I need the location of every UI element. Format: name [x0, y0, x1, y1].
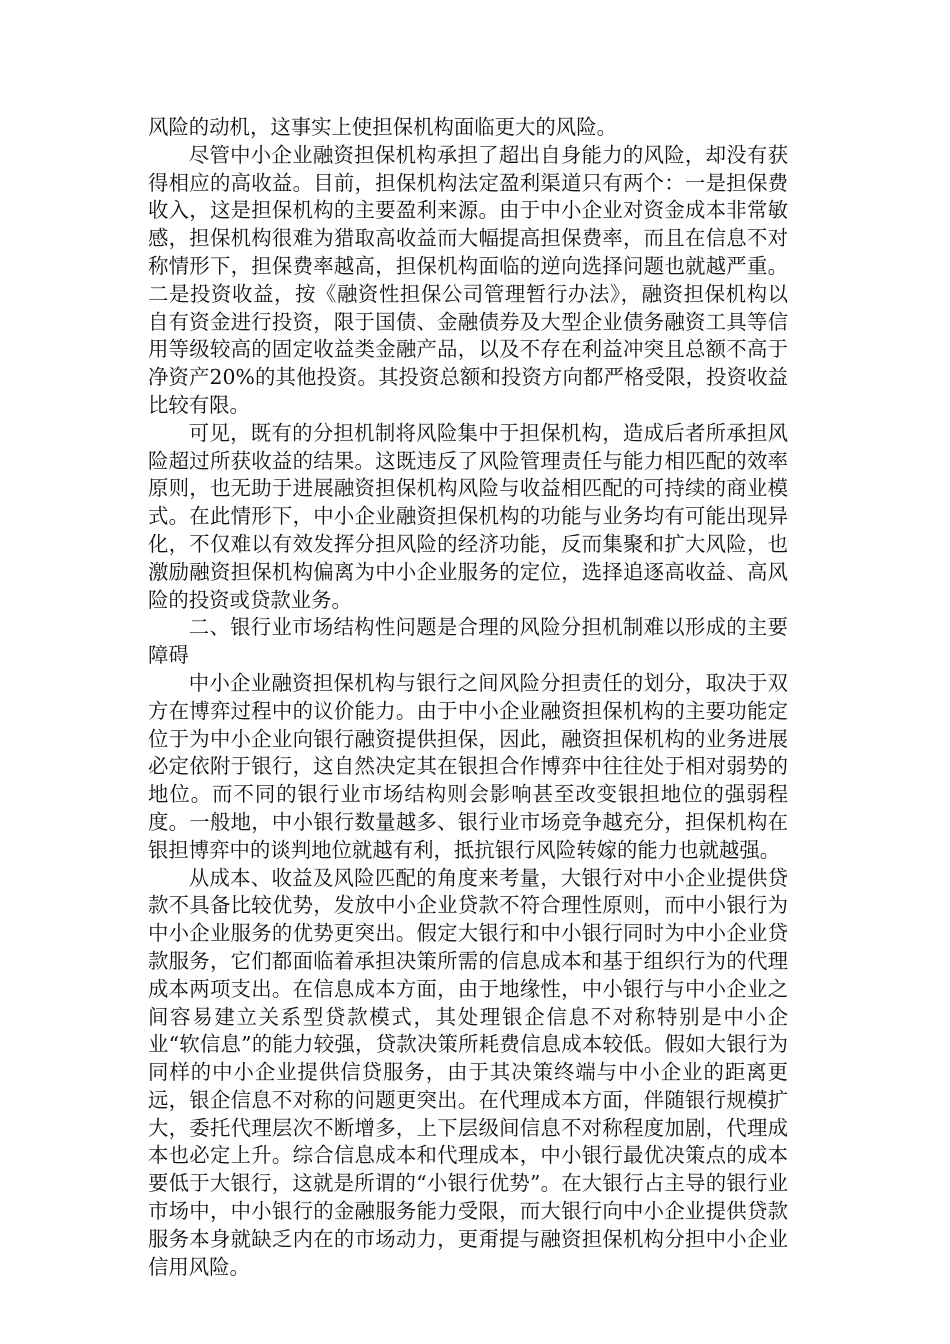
- paragraph-continuation: 风险的动机，这事实上使担保机构面临更大的风险。: [148, 115, 617, 139]
- paragraph-bargaining-power: 中小企业融资担保机构与银行之间风险分担责任的划分，取决于双方在博弈过程中的议价能力。由于中小企业融资担保机构的主要功能定位于为中小企业向银行融资提供担保，因此，融资担保机构的业务进展必定依附于银行，这自然决定其在银担合作博弈中往往处于相对弱势的地位。而不同的银行业市场结构则会影响甚至改变银担地位的强弱程度。一般地，中小银行数量越多、银行业市场竞争越充分，担保机构在银担博弈中的谈判地位就越有利，抵抗银行风险转嫁的能力也就越强。: [148, 670, 788, 862]
- document-body: [148, 114, 788, 1281]
- paragraph-guarantee-returns: 尽管中小企业融资担保机构承担了超出自身能力的风险，却没有获得相应的高收益。目前，担保机构法定盈利渠道只有两个：一是担保费收入，这是担保机构的主要盈利来源。由于中小企业对资金成本非常敏感，担保机构很难为猎取高收益而大幅提高担保费率，而且在信息不对称情形下，担保费率越高，担保机构面临的逆向选择问题也就越严重。二是投资收益，按《融资性担保公司管理暂行办法》，融资担保机构以自有资金进行投资，限于国债、金融债券及大型企业债务融资工具等信用等级较高的固定收益类金融产品，以及不存在利益冲突且总额不高于净资产20%的其他投资。其投资总额和投资方向都严格受限，投资收益比较有限。: [148, 142, 788, 417]
- paragraph-small-bank-advantage: 从成本、收益及风险匹配的角度来考量，大银行对中小企业提供贷款不具备比较优势，发放中小企业贷款不符合理性原则，而中小银行为中小企业服务的优势更突出。假定大银行和中小银行同时为中小企业贷款服务，它们都面临着承担决策所需的信息成本和基于组织行为的代理成本两项支出。在信息成本方面，由于地缘性，中小银行与中小企业之间容易建立关系型贷款模式，其处理银企信息不对称特别是中小企业“软信息”的能力较强，贷款决策所耗费信息成本较低。假如大银行为同样的中小企业提供信贷服务，由于其决策终端与中小企业的距离更远，银企信息不对称的问题更突出。在代理成本方面，伴随银行规模扩大，委托代理层次不断增多，上下层级间信息不对称程度加剧，代理成本也必定上升。综合信息成本和代理成本，中小银行最优决策点的成本要低于大银行，这就是所谓的“小银行优势”。在大银行占主导的银行业市场中，中小银行的金融服务能力受限，而大银行向中小企业提供贷款服务本身就缺乏内在的市场动力，更甭提与融资担保机构分担中小企业信用风险。: [148, 865, 788, 1279]
- paragraph-risk-concentration: 可见，既有的分担机制将风险集中于担保机构，造成后者所承担风险超过所获收益的结果。这既违反了风险管理责任与能力相匹配的效率原则，也无助于进展融资担保机构风险与收益相匹配的可持续的商业模式。在此情形下，中小企业融资担保机构的功能与业务均有可能出现异化，不仅难以有效发挥分担风险的经济功能，反而集聚和扩大风险，也激励融资担保机构偏离为中小企业服务的定位，选择追逐高收益、高风险的投资或贷款业务。: [148, 420, 788, 612]
- section-heading-bank-structure: 二、银行业市场结构性问题是合理的风险分担机制难以形成的主要障碍: [148, 615, 788, 668]
